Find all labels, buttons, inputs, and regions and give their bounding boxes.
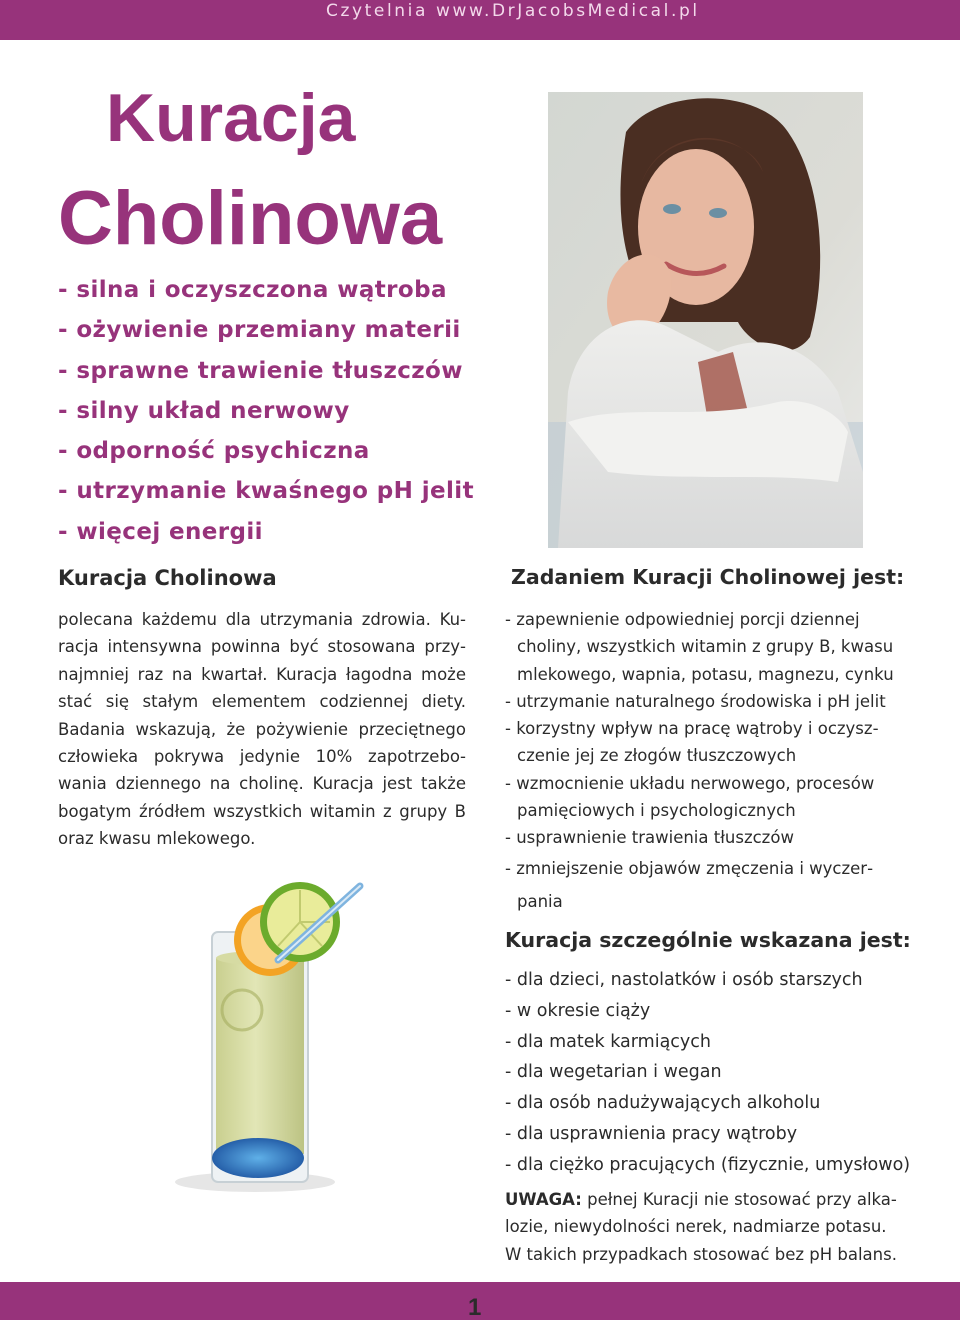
task-item: - wzmocnienie układu nerwowego, procesów pamięciowych i psychologicznych <box>505 773 875 821</box>
indication-item: - dla ciężko pracujących (fizycznie, umysłowo) <box>505 1154 911 1175</box>
task-item: - utrzymanie naturalnego środowiska i pH jelit <box>505 691 886 711</box>
benefit-item: - silna i oczyszczona wątroba <box>58 277 447 303</box>
page-number: 1 <box>468 1294 482 1321</box>
benefit-item: - ożywienie przemiany materii <box>58 317 461 344</box>
task-item: - usprawnienie trawienia tłuszczów <box>505 828 794 848</box>
header-website-text: Czytelnia www.DrJacobsMedical.pl <box>326 1 700 21</box>
indication-item: - w okresie ciąży <box>505 1000 651 1021</box>
task-item: - korzystny wpływ na pracę wątroby i oczyszczenie jej ze złogów tłuszczowych <box>505 719 879 766</box>
benefit-item: - odporność psychiczna <box>58 438 370 465</box>
warning-text: pełnej Kuracji nie stosować przy alkalozie, niewydolności nerek, nadmiarze potasu. W takich przypadkach stosować bez pH balans. <box>505 1190 897 1264</box>
tasks-heading: Zadaniem Kuracji Cholinowej jest: <box>511 565 905 589</box>
indication-item: - dla dzieci, nastolatków i osób starszych <box>505 970 863 990</box>
task-item: - zmniejszenie objawów zmęczenia i wyczerpania <box>505 858 874 911</box>
benefit-item: - więcej energii <box>58 518 263 545</box>
indications-heading: Kuracja szczególnie wskazana jest: <box>505 928 911 952</box>
benefit-item: - sprawne trawienie tłuszczów <box>58 357 463 384</box>
indication-item: - dla usprawnienia pracy wątroby <box>505 1123 798 1144</box>
header-bar <box>0 0 960 40</box>
woman-photo <box>548 92 863 548</box>
warning-note <box>505 1186 905 1268</box>
lemon-drink-image <box>160 870 390 1200</box>
indications-list <box>505 965 910 1181</box>
page-title-line1: Kuracja <box>106 80 356 156</box>
drink-glass-illustration <box>160 870 390 1200</box>
warning-label: UWAGA: <box>505 1190 582 1209</box>
benefits-list <box>58 270 474 552</box>
indication-item: - dla matek karmiących <box>505 1031 711 1052</box>
tasks-list <box>505 606 905 918</box>
woman-photo-image <box>548 92 863 548</box>
page-title-line2: Cholinowa <box>58 176 443 261</box>
task-item: - zapewnienie odpowiedniej porcji dziennej choliny, wszystkich witamin z grupy B, kwasu mlekowego, wapnia, potasu, magnezu, cynku <box>505 610 894 684</box>
indication-item: - dla osób nadużywających alkoholu <box>505 1093 821 1114</box>
intro-paragraph: polecana każdemu dla utrzymania zdrowia. Kuracja intensywna powinna być stosowana przynajmniej raz na kwartał. Kuracja łagodna może stać się stałym elementem codziennej diety. Badania wskazują, że pożywienie przeciętnego człowieka pokrywa jedynie 10% zapotrzebowania dziennego na cholinę. Kuracja jest także bogatym źródłem wszystkich witamin z grupy B oraz kwasu mlekowego. <box>58 610 466 849</box>
benefit-item: - silny układ nerwowy <box>58 397 350 424</box>
indication-item: - dla wegetarian i wegan <box>505 1062 722 1083</box>
benefit-item: - utrzymanie kwaśnego pH jelit <box>58 478 474 505</box>
intro-heading: Kuracja Cholinowa <box>58 566 277 590</box>
